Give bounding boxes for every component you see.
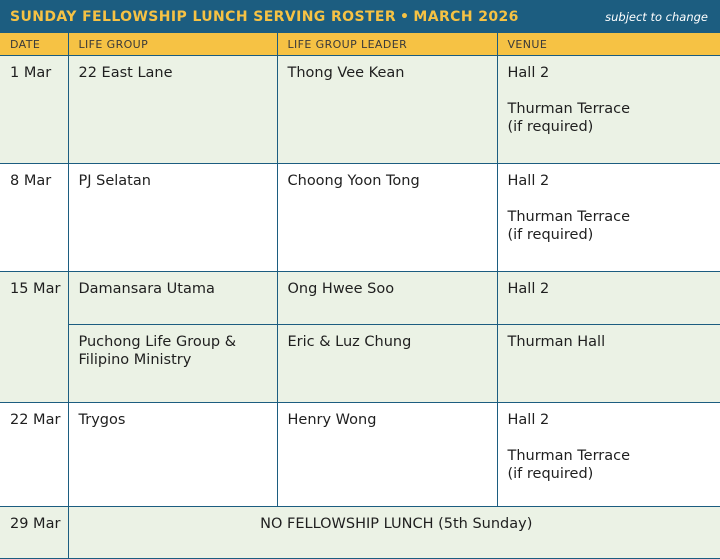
table-row (0, 507, 720, 559)
cell-venue (497, 272, 720, 325)
venue-primary: Hall 2 (507, 281, 550, 297)
cell-life-group: PJ Selatan (68, 164, 277, 272)
title-bullet: • (400, 8, 410, 25)
cell-venue (497, 164, 720, 272)
col-header-date: DATE (0, 33, 68, 56)
life-group-line2: Filipino Ministry (78, 352, 192, 368)
cell-leader: Eric & Luz Chung (277, 325, 497, 403)
cell-leader: Ong Hwee Soo (277, 272, 497, 325)
cell-life-group: 22 East Lane (68, 56, 277, 164)
table-header-row (0, 33, 720, 56)
venue-alt-note: (if required) (507, 119, 594, 135)
venue-primary: Hall 2 (507, 173, 550, 189)
venue-alternate (508, 100, 715, 136)
venue-alt-note: (if required) (507, 466, 594, 482)
venue-primary: Hall 2 (507, 412, 550, 428)
life-group-line1: Puchong Life Group & (78, 334, 237, 350)
table-row (0, 325, 720, 403)
venue-primary: Hall 2 (507, 65, 550, 81)
roster-table (0, 33, 720, 559)
cell-date: 15 Mar (0, 272, 68, 403)
table-row (0, 56, 720, 164)
title-month: MARCH 2026 (413, 8, 519, 25)
cell-date: 22 Mar (0, 403, 68, 507)
venue-alternate (508, 447, 715, 483)
col-header-life-group: LIFE GROUP (68, 33, 277, 56)
venue-alt-name: Thurman Terrace (507, 448, 631, 464)
cell-venue (497, 403, 720, 507)
col-header-leader: LIFE GROUP LEADER (277, 33, 497, 56)
cell-date: 29 Mar (0, 507, 68, 559)
cell-date: 1 Mar (0, 56, 68, 164)
table-row (0, 164, 720, 272)
title-main: SUNDAY FELLOWSHIP LUNCH SERVING ROSTER (10, 8, 397, 25)
venue-alternate (508, 208, 715, 244)
subtitle-note: subject to change (605, 9, 708, 24)
cell-life-group (68, 325, 277, 403)
table-row (0, 403, 720, 507)
cell-no-lunch-note: NO FELLOWSHIP LUNCH (5th Sunday) (68, 507, 720, 559)
table-row (0, 272, 720, 325)
cell-venue (497, 325, 720, 403)
venue-alt-name: Thurman Terrace (507, 209, 631, 225)
venue-alt-note: (if required) (507, 227, 594, 243)
roster-title (10, 9, 519, 25)
cell-leader: Choong Yoon Tong (277, 164, 497, 272)
cell-life-group: Damansara Utama (68, 272, 277, 325)
cell-leader: Thong Vee Kean (277, 56, 497, 164)
cell-date: 8 Mar (0, 164, 68, 272)
venue-primary: Thurman Hall (507, 334, 606, 350)
cell-leader: Henry Wong (277, 403, 497, 507)
cell-venue (497, 56, 720, 164)
venue-alt-name: Thurman Terrace (507, 101, 631, 117)
col-header-venue: VENUE (497, 33, 720, 56)
cell-life-group: Trygos (68, 403, 277, 507)
roster-header (0, 0, 720, 33)
